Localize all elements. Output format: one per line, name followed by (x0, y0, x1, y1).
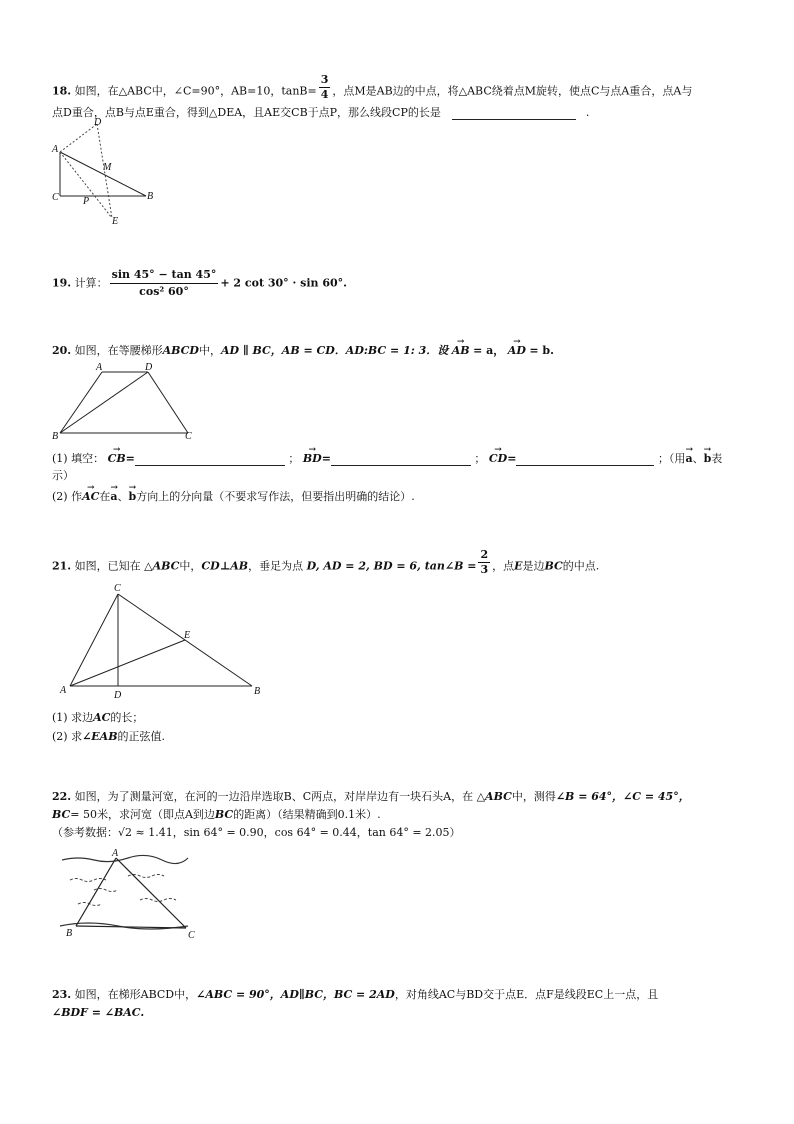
q22-line3: （参考数据：√2 ≈ 1.41，sin 64° = 0.90，cos 64° = 0.44，tan 64° = 2.05） (52, 826, 461, 839)
q21-figure (56, 580, 271, 701)
q18-fraction: $\frac{3}{4}$ (320, 73, 329, 101)
q22-line2: BC= 50米，求河宽（即点A到边BC的距离）（结果精确到0.1米）. (52, 808, 381, 821)
question-19: 19. 计算： $\frac{\sin 45^\circ - \tan 45^\circ}{\text{cos² 60°}}$ + 2 cot 30° · sin 60°. (52, 268, 347, 298)
q21-label-B: B (254, 686, 261, 697)
q22-label-A: A (112, 848, 119, 859)
q22-figure (58, 846, 203, 942)
q20-label-C: C (185, 431, 192, 442)
q18-label-D: D (94, 117, 102, 128)
q18-figure (50, 118, 160, 230)
q18-label-B: B (147, 191, 154, 202)
q18-label-M: M (103, 162, 112, 173)
q21-sub2: (2) 求∠EAB的正弦值. (52, 730, 166, 743)
q20-label-D: D (145, 362, 153, 373)
q21-label-C: C (114, 583, 121, 594)
q21-sub1: (1) 求边AC的长； (52, 711, 144, 724)
q18-label-E: E (112, 216, 119, 227)
q21-label-D: D (114, 690, 122, 701)
q21-fraction: $\frac{2}{3}$ (480, 548, 489, 576)
q18-answer-blank[interactable] (452, 119, 576, 120)
q21-label-A: A (60, 685, 67, 696)
q20-blank-cb[interactable] (135, 465, 285, 466)
q18-label-P: P (83, 196, 90, 207)
q18-line2: 点D重合，点B与点E重合，得到△DEA，且AE交CB于点P，那么线段CP的长是 . (52, 106, 590, 119)
q23-line1: 23. 如图，在梯形ABCD中，∠ABC = 90°，AD∥BC，BC = 2AD，对角线AC与BD交于点E．点F是线段EC上一点，且 (52, 988, 659, 1001)
q22-label-C: C (188, 930, 195, 941)
q20-blank-bd[interactable] (331, 465, 471, 466)
q20-sub1-cont: 示） (52, 469, 74, 482)
q20-label-A: A (96, 362, 103, 373)
q22-label-B: B (66, 928, 73, 939)
q19-fraction: $\frac{\sin 45^\circ - \tan 45^\circ}{\text{cos² 60°}}$ (111, 268, 217, 298)
q20-blank-cd[interactable] (516, 465, 654, 466)
q23-line2: ∠BDF = ∠BAC. (52, 1006, 145, 1019)
q18-label-A: A (52, 144, 59, 155)
q21-stem: 21. 如图，已知在 △ABC中，CD⊥AB，垂足为点 D, AD = 2, BD = 6, tan∠B = $\frac{2}{3}$ ，点E是边BC的中点. (52, 548, 600, 576)
q20-stem: 20. 如图，在等腰梯形ABCD中，AD ∥ BC，AB = CD．AD:BC = 1: 3．设 → AB = a， → AD = b. (52, 344, 554, 358)
q21-label-E: E (184, 630, 191, 641)
q18-label-C: C (52, 192, 59, 203)
q20-label-B: B (52, 431, 59, 442)
q18-text: 如图，在△ABC中，∠C=90°，AB=10，tanB= (74, 84, 317, 98)
q18-line1: 18. 如图，在△ABC中，∠C=90°，AB=10，tanB= $\frac{3}{4}$ ，点M是AB边的中点，将△ABC绕着点M旋转，使点C与点A重合，点A与 (52, 73, 693, 101)
q20-sub2: (2) 作→ AC在→ a、→ b方向上的分向量（不要求写作法，但要指出明确的结论）. (52, 490, 415, 504)
q20-sub1: (1) 填空： → CB= ； → BD= ； → CD= ；（用→ a、→ b表 (52, 452, 722, 466)
q20-figure (52, 360, 202, 442)
q22-line1: 22. 如图，为了测量河宽，在河的一边沿岸选取B、C两点，对岸岸边有一块石头A，在 △ABC中，测得∠B = 64°，∠C = 45°， (52, 790, 690, 803)
